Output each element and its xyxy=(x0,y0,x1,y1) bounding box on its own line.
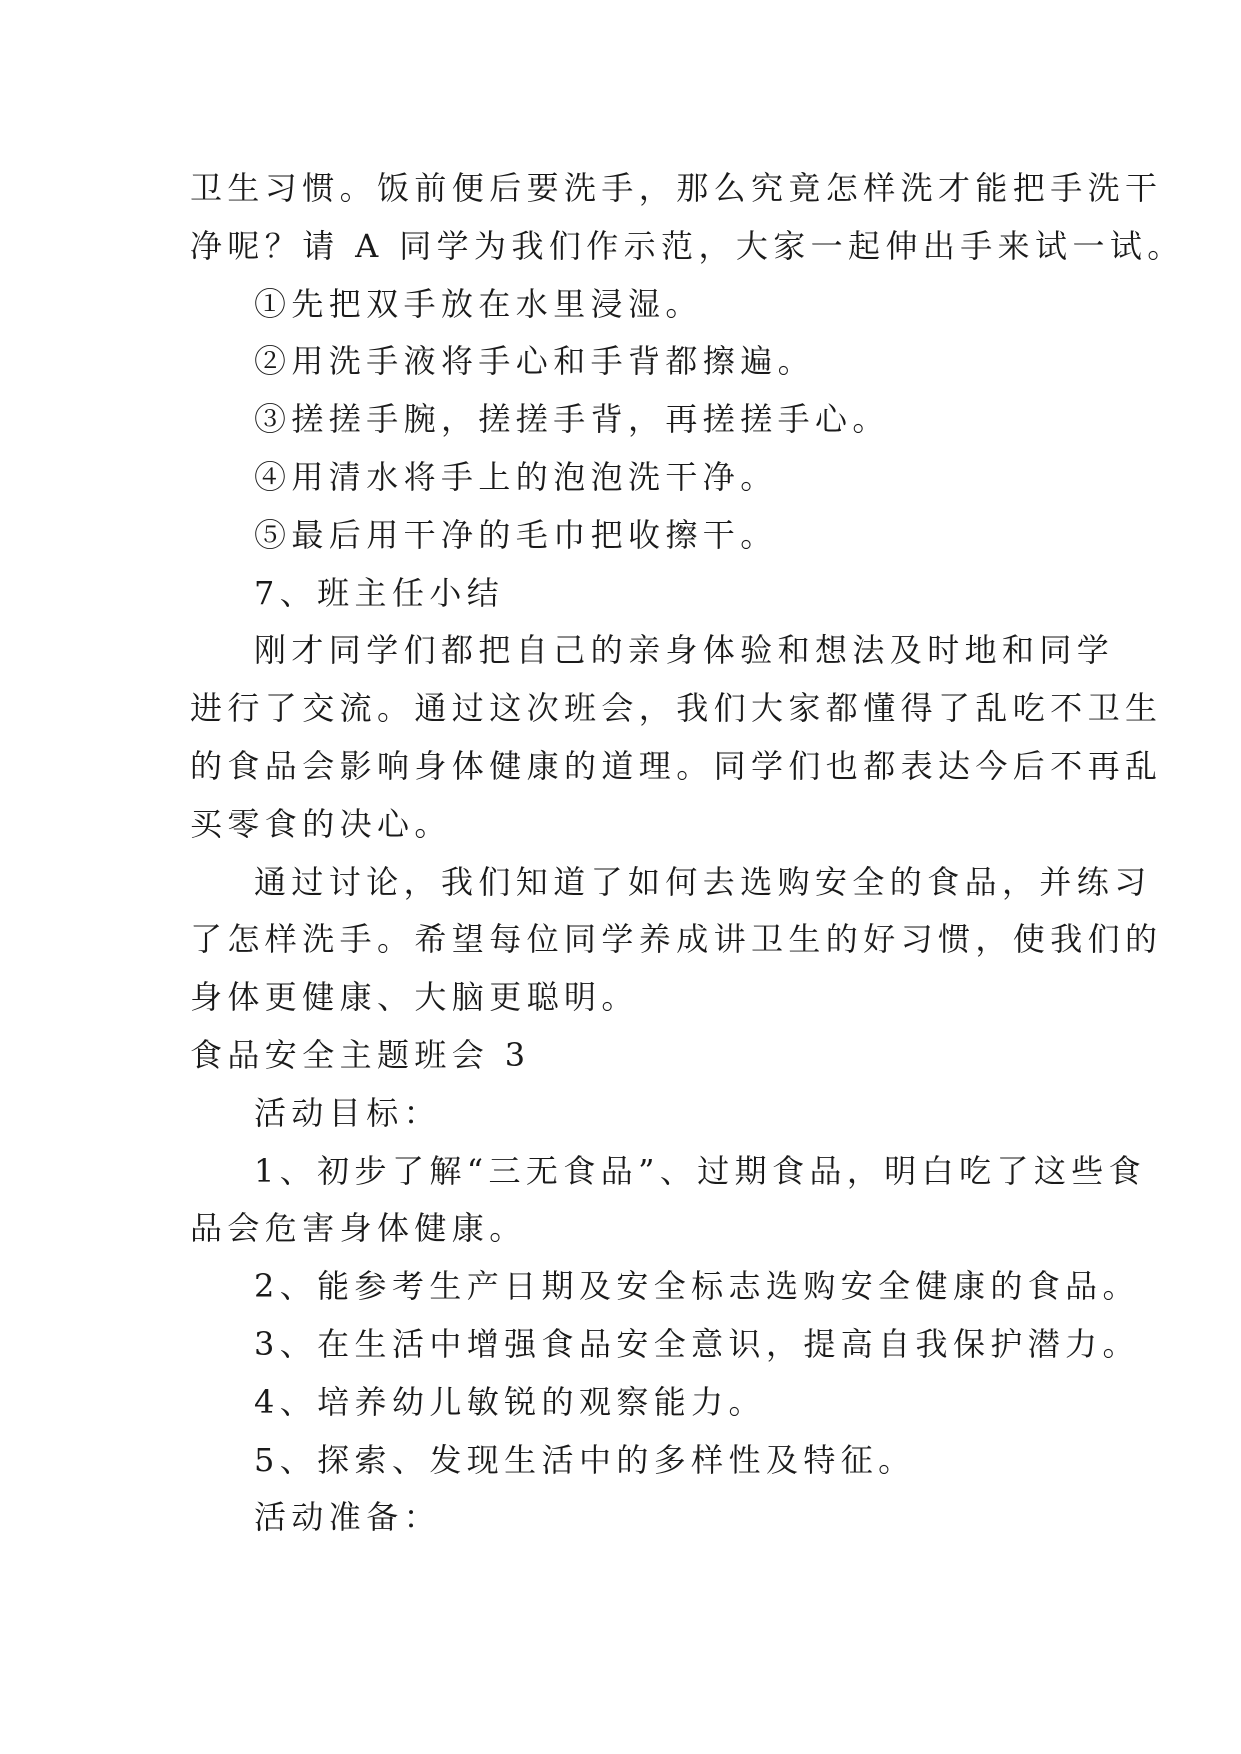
goal-item: 5、探索、发现生活中的多样性及特征。 xyxy=(254,1440,916,1479)
text-line: 净呢？请 A 同学为我们作示范，大家一起伸出手来试一试。 xyxy=(190,226,1185,265)
step-item: ④用清水将手上的泡泡洗干净。 xyxy=(254,457,778,496)
text-line: 进行了交流。通过这次班会，我们大家都懂得了乱吃不卫生 xyxy=(190,689,1163,728)
text-line: 的食品会影响身体健康的道理。同学们也都表达今后不再乱 xyxy=(190,746,1163,785)
text-line: 身体更健康、大脑更聪明。 xyxy=(190,978,639,1017)
text-line: 卫生习惯。饭前便后要洗手，那么究竟怎样洗才能把手洗干 xyxy=(190,169,1163,207)
section-heading: 活动准备： xyxy=(254,1498,442,1537)
text-line: 买零食的决心。 xyxy=(190,804,452,843)
goal-item: 4、培养幼儿敏锐的观察能力。 xyxy=(254,1382,766,1421)
goal-item: 1、初步了解“三无食品”、过期食品，明白吃了这些食 xyxy=(254,1151,1147,1190)
section-heading: 7、班主任小结 xyxy=(254,573,505,612)
text-line: 了怎样洗手。希望每位同学养成讲卫生的好习惯，使我们的 xyxy=(190,920,1163,959)
document-body xyxy=(190,160,1185,1547)
step-item: ①先把双手放在水里浸湿。 xyxy=(254,284,703,323)
step-item: ②用洗手液将手心和手背都擦遍。 xyxy=(254,342,816,381)
section-heading: 活动目标： xyxy=(254,1093,442,1132)
text-line: 通过讨论，我们知道了如何去选购安全的食品，并练习 xyxy=(254,862,1152,901)
text-line: 刚才同学们都把自己的亲身体验和想法及时地和同学 xyxy=(254,631,1115,670)
step-item: ③搓搓手腕，搓搓手背，再搓搓手心。 xyxy=(254,400,890,439)
goal-item: 3、在生活中增强食品安全意识，提高自我保护潜力。 xyxy=(254,1324,1140,1363)
text-line: 品会危害身体健康。 xyxy=(190,1209,527,1248)
goal-item: 2、能参考生产日期及安全标志选购安全健康的食品。 xyxy=(254,1267,1140,1306)
step-item: ⑤最后用干净的毛巾把收擦干。 xyxy=(254,515,778,554)
document-title: 食品安全主题班会 3 xyxy=(190,1035,531,1074)
